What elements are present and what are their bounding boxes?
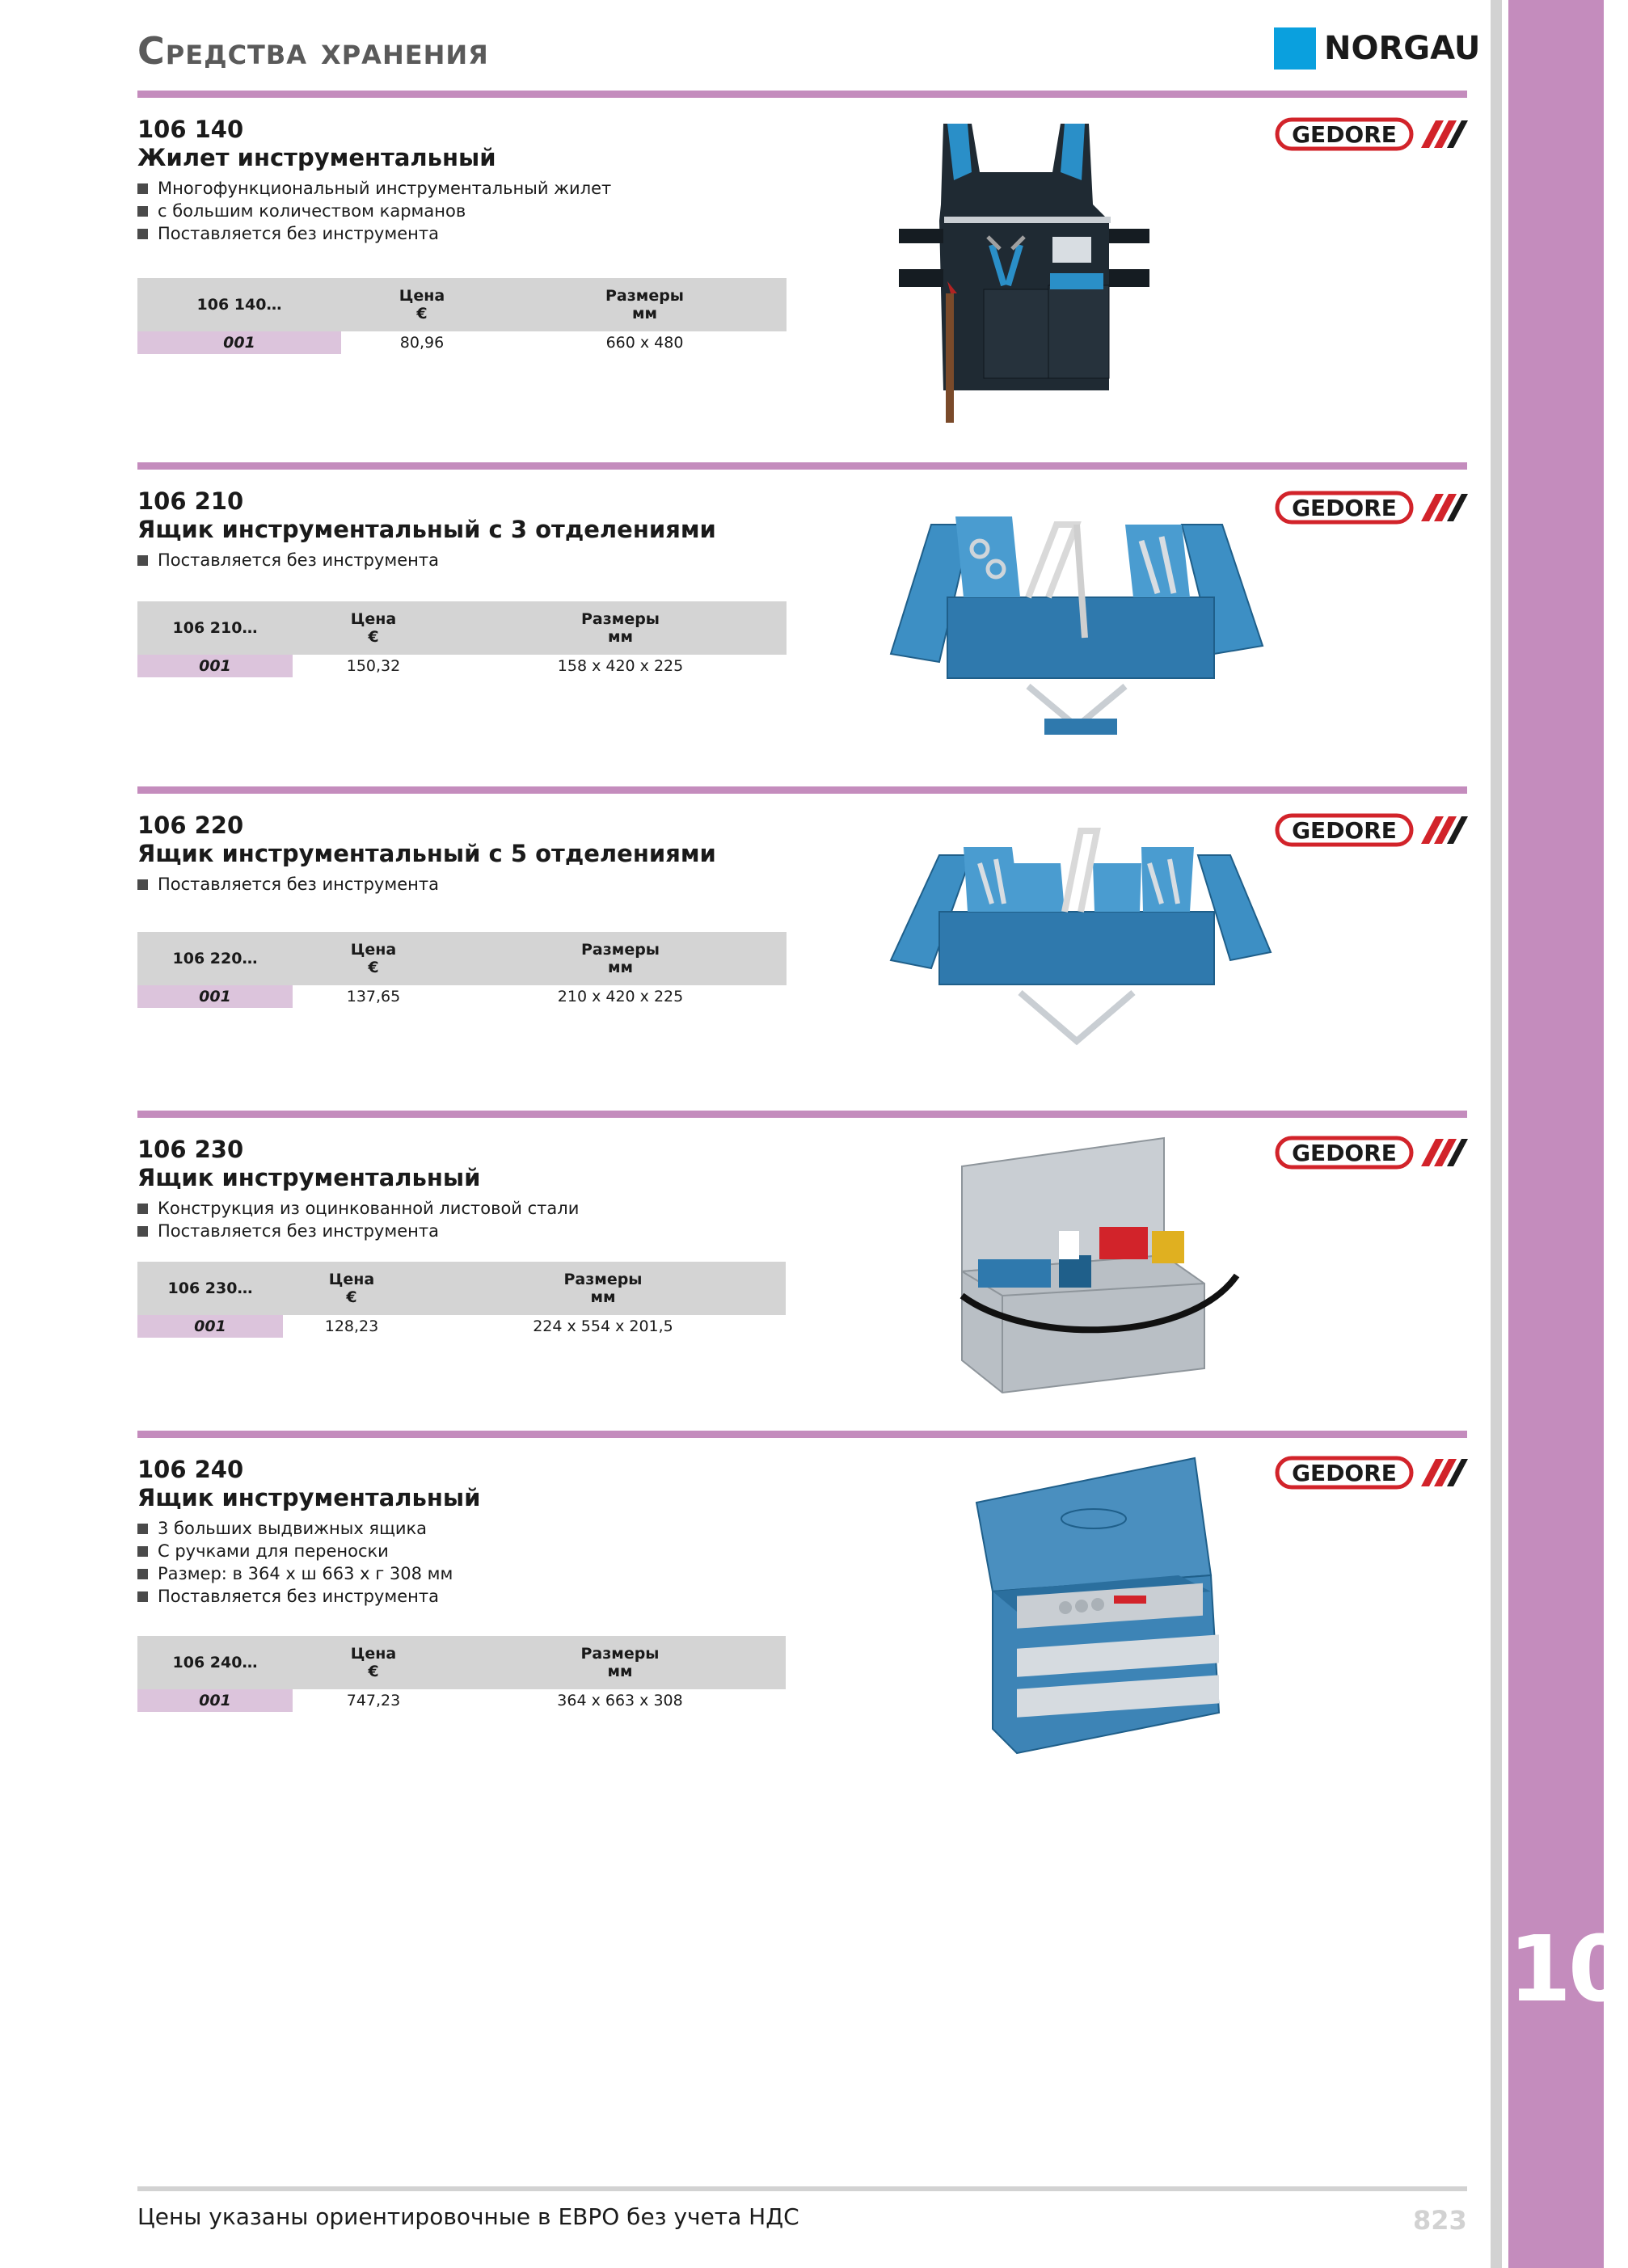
section-divider [137, 786, 1467, 794]
bullet-square-icon [137, 206, 148, 217]
col-code: 106 140… [196, 296, 282, 314]
gedore-logo [1276, 491, 1470, 525]
feature-item: с большим количеством карманов [137, 200, 611, 222]
col-size: Размеры мм [605, 287, 684, 322]
brand-name: NORGAU [1324, 30, 1481, 67]
table-header [137, 1262, 786, 1315]
gedore-logo [1276, 1456, 1470, 1490]
col-price: Цена € [328, 1271, 375, 1306]
cantilever-toolbox-5-icon [883, 815, 1279, 1057]
product-code: 106 230 [137, 1136, 244, 1163]
col-code: 106 230… [167, 1279, 253, 1297]
product-code: 106 210 [137, 487, 244, 515]
bullet-square-icon [137, 1204, 148, 1214]
chapter-number: 10 [1508, 1917, 1628, 2022]
feature-list [137, 1197, 579, 1242]
col-size: Размеры мм [563, 1271, 643, 1306]
page-title: Средства хранения [137, 29, 489, 73]
price-cell: 137,65 [346, 988, 401, 1005]
price-cell: 150,32 [346, 657, 401, 675]
col-size: Размеры мм [581, 610, 660, 646]
svg-text:GEDORE: GEDORE [1292, 121, 1397, 148]
size-cell: 660 x 480 [605, 334, 684, 352]
table-header [137, 1636, 786, 1689]
gedore-logo [1276, 813, 1470, 847]
product-section [137, 1438, 1467, 1777]
svg-text:GEDORE: GEDORE [1292, 817, 1397, 844]
product-section [137, 1118, 1467, 1425]
bullet-square-icon [137, 229, 148, 239]
bullet-square-icon [137, 1569, 148, 1579]
feature-item: Поставляется без инструмента [137, 222, 611, 245]
price-table [137, 1636, 786, 1712]
table-row [137, 655, 787, 677]
price-table [137, 932, 787, 1008]
feature-item: Поставляется без инструмента [137, 1585, 453, 1608]
size-cell: 210 x 420 x 225 [557, 988, 684, 1005]
product-code: 106 240 [137, 1456, 244, 1483]
product-title: Ящик инструментальный [137, 1484, 481, 1511]
price-cell: 80,96 [399, 334, 445, 352]
product-title: Ящик инструментальный [137, 1164, 481, 1191]
variant-cell: 001 [137, 1689, 293, 1712]
product-title: Ящик инструментальный с 3 отделениями [137, 516, 716, 543]
svg-text:GEDORE: GEDORE [1292, 1460, 1397, 1486]
cantilever-toolbox-icon [883, 492, 1271, 751]
bullet-square-icon [137, 1546, 148, 1557]
gedore-logo [1276, 117, 1470, 151]
svg-text:GEDORE: GEDORE [1292, 1140, 1397, 1166]
bullet-square-icon [137, 1591, 148, 1602]
section-divider [137, 1111, 1467, 1118]
size-cell: 224 x 554 x 201,5 [533, 1317, 673, 1335]
page-number: 823 [1413, 2205, 1467, 2236]
feature-item: Поставляется без инструмента [137, 1220, 579, 1242]
bullet-square-icon [137, 183, 148, 194]
price-cell: 747,23 [346, 1692, 401, 1709]
col-price: Цена € [399, 287, 445, 322]
bullet-square-icon [137, 1226, 148, 1237]
table-header [137, 601, 787, 655]
variant-cell: 001 [137, 655, 293, 677]
feature-item: Размер: в 364 x ш 663 x г 308 мм [137, 1562, 453, 1585]
col-price: Цена € [350, 941, 397, 976]
gedore-logo [1276, 1136, 1470, 1170]
col-price: Цена € [350, 1645, 397, 1680]
table-row [137, 331, 787, 354]
price-table [137, 278, 787, 354]
table-row [137, 1689, 786, 1712]
footer-note: Цены указаны ориентировочные в ЕВРО без учета НДС [137, 2203, 799, 2230]
side-tab-edge [1491, 0, 1502, 2268]
tool-vest-icon [867, 116, 1174, 431]
col-price: Цена € [350, 610, 397, 646]
product-title: Ящик инструментальный с 5 отделениями [137, 840, 716, 867]
variant-cell: 001 [137, 331, 341, 354]
product-code: 106 220 [137, 812, 244, 839]
table-header [137, 278, 787, 331]
norgau-logo [1274, 27, 1480, 70]
feature-list [137, 1517, 453, 1608]
col-size: Размеры мм [581, 941, 660, 976]
feature-item: Многофункциональный инструментальный жилет [137, 177, 611, 200]
col-code: 106 220… [172, 950, 258, 967]
product-section [137, 470, 1467, 777]
bullet-square-icon [137, 879, 148, 890]
footer-divider [137, 2186, 1467, 2191]
feature-list [137, 873, 439, 896]
table-header [137, 932, 787, 985]
feature-item: С ручками для переноски [137, 1540, 453, 1562]
feature-item: 3 больших выдвижных ящика [137, 1517, 453, 1540]
variant-cell: 001 [137, 1315, 283, 1338]
section-divider [137, 1431, 1467, 1438]
size-cell: 364 x 663 x 308 [557, 1692, 683, 1709]
feature-list [137, 177, 611, 245]
table-row [137, 1315, 786, 1338]
price-cell: 128,23 [324, 1317, 379, 1335]
feature-list [137, 549, 439, 571]
galvanized-toolbox-icon [946, 1134, 1245, 1393]
table-row [137, 985, 787, 1008]
bullet-square-icon [137, 555, 148, 566]
section-divider [137, 91, 1467, 98]
feature-item: Конструкция из оцинкованной листовой стали [137, 1197, 579, 1220]
tool-chest-drawers-icon [968, 1454, 1227, 1761]
section-divider [137, 462, 1467, 470]
product-title: Жилет инструментальный [137, 144, 496, 171]
price-table [137, 1262, 786, 1338]
bullet-square-icon [137, 1524, 148, 1534]
feature-item: Поставляется без инструмента [137, 873, 439, 896]
col-size: Размеры мм [580, 1645, 660, 1680]
variant-cell: 001 [137, 985, 293, 1008]
feature-item: Поставляется без инструмента [137, 549, 439, 571]
price-table [137, 601, 787, 677]
col-code: 106 240… [172, 1654, 258, 1671]
col-code: 106 210… [172, 619, 258, 637]
product-section [137, 794, 1467, 1101]
brand-square-icon [1274, 27, 1316, 70]
product-code: 106 140 [137, 116, 244, 143]
svg-text:GEDORE: GEDORE [1292, 495, 1397, 521]
product-section [137, 98, 1467, 453]
size-cell: 158 x 420 x 225 [557, 657, 684, 675]
